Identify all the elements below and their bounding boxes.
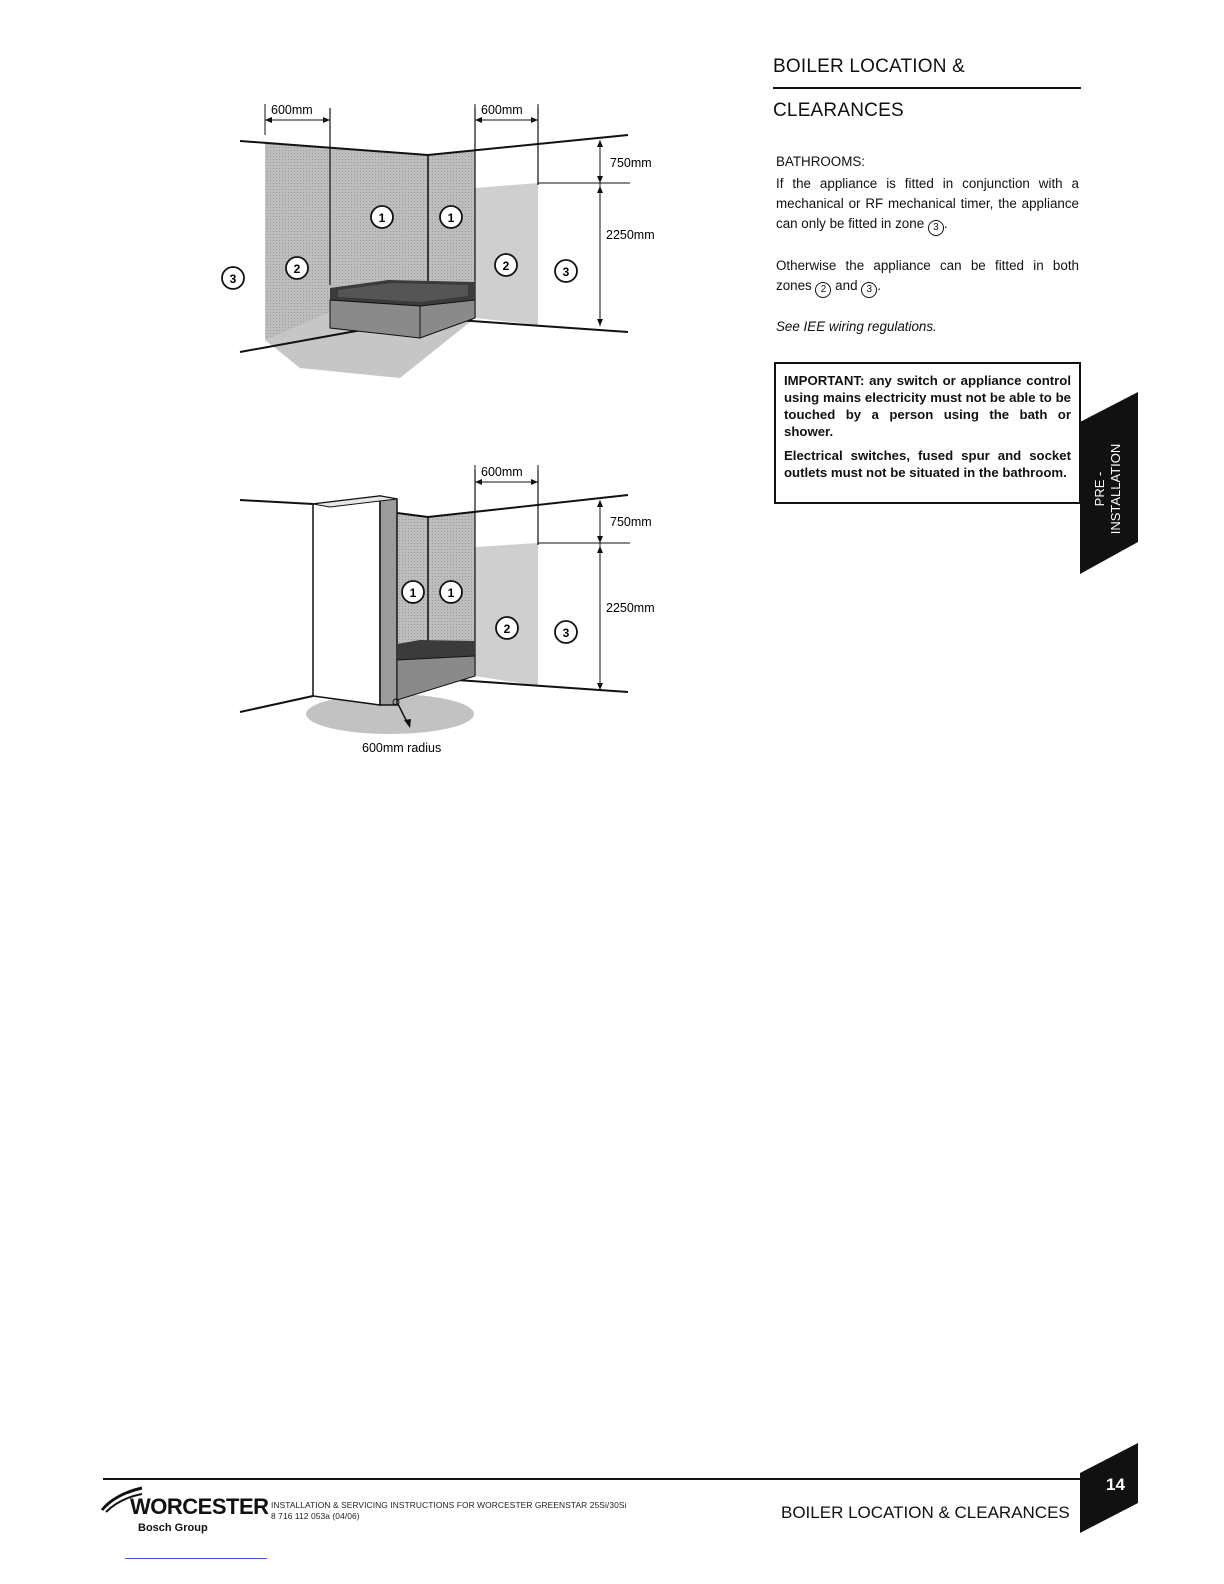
bath-side-b [397,656,475,700]
brand-logo: WORCESTER [130,1494,269,1519]
svg-text:3: 3 [562,626,570,640]
zone-3-inline: 3 [928,220,944,236]
para2-text: Otherwise the appliance can be fitted in both zones [776,258,1079,293]
zone-marker-1a [371,206,393,228]
zone-marker-2a [286,257,308,279]
zone-marker-2c [496,617,518,639]
important-para-1: IMPORTANT: any switch or appliance control using mains electricity must not be able to be touched by a person using the bath or shower. [784,373,1071,439]
dim-2250: 2250mm [606,228,655,242]
footer-section-title: BOILER LOCATION & CLEARANCES [781,1503,1070,1522]
bottom-link-underline [125,1558,267,1559]
partition-front [313,496,380,705]
svg-text:2: 2 [503,622,511,636]
section-title-line1: BOILER LOCATION & [773,56,966,77]
dim-750-b: 750mm [610,515,652,529]
svg-text:1: 1 [409,586,417,600]
zone-marker-3a [222,267,244,289]
bathrooms-para-2: Otherwise the appliance can be fitted in both zones 2 and 3 . [776,256,1079,298]
bathroom-zones-diagram-top [200,90,680,390]
dim-top-right: 600mm [481,103,523,117]
svg-text:2: 2 [502,259,510,273]
svg-text:1: 1 [447,586,455,600]
side-tab-label: PRE - INSTALLATION [1092,443,1123,535]
zone-2-inline: 2 [815,282,831,298]
svg-text:2: 2 [293,262,301,276]
dim-top-left: 600mm [271,103,313,117]
footer-rule [103,1478,1083,1480]
bathroom-zones-diagram-bottom [200,455,680,765]
para1-text: If the appliance is fitted in conjunction with a mechanical or RF mechanical timer, the appliance can only be fitted in zone [776,176,1079,231]
dim-bottom-top: 600mm [481,465,523,479]
page-number: 14 [1106,1475,1125,1494]
section-title-line2: CLEARANCES [773,100,904,121]
right-wall-zone-2-b [475,543,538,686]
zone-marker-1b [440,206,462,228]
iee-note: See IEE wiring regulations. [776,319,937,334]
zone-marker-3b [555,260,577,282]
important-box [774,362,1081,504]
partition-side [380,496,397,705]
title-rule [773,87,1081,89]
bathrooms-subhead: BATHROOMS: [776,154,866,169]
important-para-2: Electrical switches, fused spur and socket outlets must not be situated in the bathroom. [784,448,1071,480]
zone-marker-1c [402,581,424,603]
svg-text:1: 1 [447,211,455,225]
radius-label: 600mm radius [362,741,442,755]
svg-text:3: 3 [562,265,570,279]
dim-2250-b: 2250mm [606,601,655,615]
doc-reference-line2: 8 716 112 053a (04/06) [271,1511,360,1521]
doc-reference-line1: INSTALLATION & SERVICING INSTRUCTIONS FOR WORCESTER GREENSTAR 25Si/30Si [271,1500,627,1510]
svg-text:1: 1 [378,211,386,225]
zone-marker-1d [440,581,462,603]
svg-text:3: 3 [229,272,237,286]
dim-750: 750mm [610,156,652,170]
zone-marker-3c [555,621,577,643]
zone-marker-2b [495,254,517,276]
bathrooms-para-1: If the appliance is fitted in conjunction with a mechanical or RF mechanical timer, the appliance can only be fitted in zone 3 . [776,174,1079,236]
zone-3-inline-b: 3 [861,282,877,298]
brand-sub: Bosch Group [138,1522,208,1534]
